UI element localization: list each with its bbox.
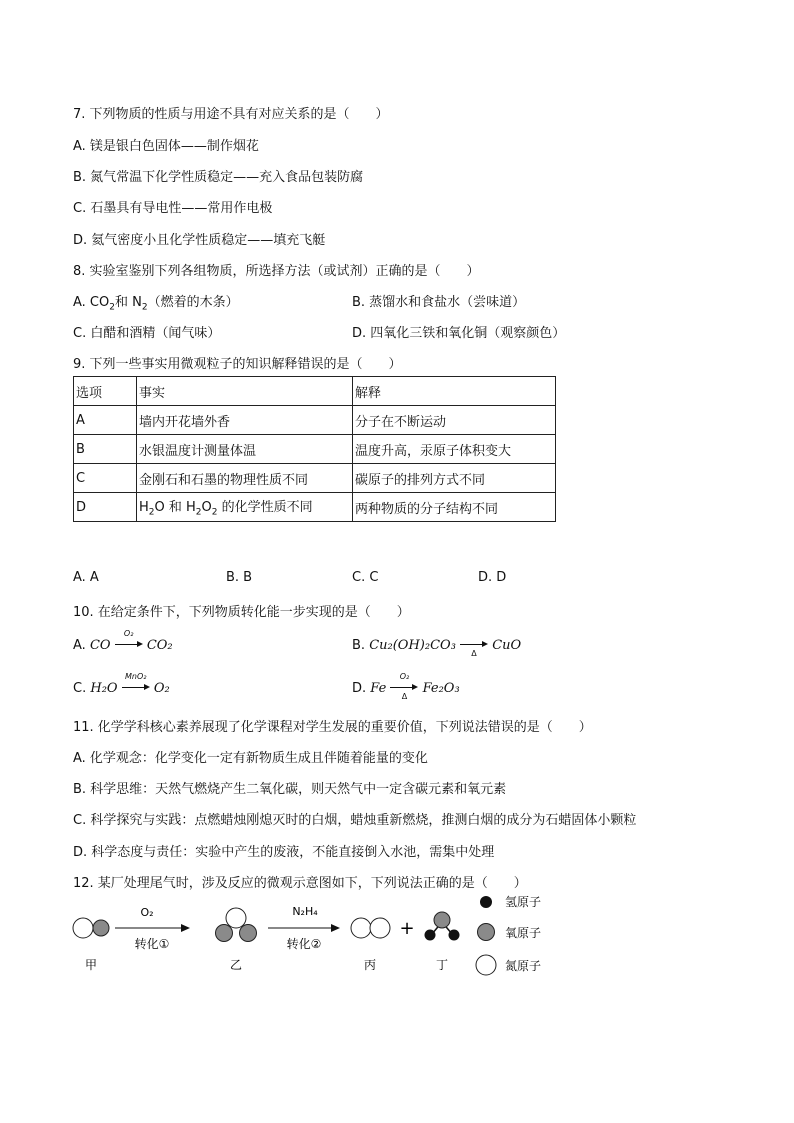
q10-option-a: A. CO O₂ CO₂ <box>73 629 173 653</box>
q7-stem: 7. 下列物质的性质与用途不具有对应关系的是（ ） <box>73 107 389 122</box>
molecular-diagram <box>0 888 794 988</box>
step-1-label: 转化① <box>134 937 170 951</box>
label-jia: 甲 <box>84 958 98 972</box>
oxygen-atom <box>93 920 109 936</box>
q9-stem: 9. 下列一些事实用微观粒子的知识解释错误的是（ ） <box>73 357 402 372</box>
legend-nitrogen-label: 氮原子 <box>505 959 542 973</box>
header-explanation: 解释 <box>353 377 556 406</box>
q8-option-c: C. 白醋和酒精（闻气味） <box>73 326 221 341</box>
q12-stem: 12. 某厂处理尾气时，涉及反应的微观示意图如下，下列说法正确的是（ ） <box>73 876 527 891</box>
cell-explanation: 温度升高，汞原子体积变大 <box>353 435 556 464</box>
q11-option-b: B. 科学思维：天然气燃烧产生二氧化碳，则天然气中一定含碳元素和氧元素 <box>73 782 507 797</box>
reagent-1: O₂ <box>140 906 154 919</box>
molecule-bing <box>351 918 390 938</box>
q10-option-b: B. Cu₂(OH)₂CO₃ Δ CuO <box>352 638 522 658</box>
nitrogen-atom <box>351 918 371 938</box>
q11-stem: 11. 化学学科核心素养展现了化学课程对学生发展的重要价值，下列说法错误的是（ ） <box>73 720 592 735</box>
q8-stem: 8. 实验室鉴别下列各组物质，所选择方法（或试剂）正确的是（ ） <box>73 264 480 279</box>
table-row <box>74 435 556 464</box>
cell-explanation: 两种物质的分子结构不同 <box>353 493 556 522</box>
q7-option-d: D. 氦气密度小且化学性质稳定——填充飞艇 <box>73 233 326 248</box>
q7-option-c: C. 石墨具有导电性——常用作电极 <box>73 201 273 216</box>
label-bing: 丙 <box>363 958 377 972</box>
oxygen-atom <box>240 925 257 942</box>
cell-option: C <box>74 464 137 493</box>
label-ding: 丁 <box>435 958 449 972</box>
hydrogen-atom <box>449 930 460 941</box>
molecule-yi <box>216 908 257 942</box>
plus-sign: + <box>399 918 415 939</box>
q8-option-b: B. 蒸馏水和食盐水（尝味道） <box>352 295 526 310</box>
q11-option-d: D. 科学态度与责任：实验中产生的废液，不能直接倒入水池，需集中处理 <box>73 845 495 860</box>
reaction-arrow: Δ <box>460 639 488 649</box>
cell-option: B <box>74 435 137 464</box>
reaction-arrow: O₂ <box>115 639 143 649</box>
q10-option-c: C. H₂O MnO₂ O₂ <box>73 672 170 696</box>
q9-choice-a: A. A <box>73 570 99 585</box>
nitrogen-atom <box>370 918 390 938</box>
q9-table <box>73 376 556 522</box>
legend-hydrogen-label: 氢原子 <box>505 895 542 909</box>
table-row <box>74 493 556 522</box>
legend-nitrogen-icon <box>476 955 496 975</box>
cell-fact: 水银温度计测量体温 <box>137 435 353 464</box>
cell-option: A <box>74 406 137 435</box>
cell-explanation: 分子在不断运动 <box>353 406 556 435</box>
table-row <box>74 464 556 493</box>
oxygen-atom <box>434 912 450 928</box>
arrow-2-head <box>331 924 340 932</box>
molecule-jia <box>73 918 109 938</box>
cell-fact: $H_2O$ 和 $H_2O_2$ 的化学性质不同 <box>137 493 353 522</box>
q8-option-d: D. 四氧化三铁和氧化铜（观察颜色） <box>352 326 566 341</box>
q11-option-c: C. 科学探究与实践：点燃蜡烛刚熄灭时的白烟，蜡烛重新燃烧，推测白烟的成分为石蜡固体小颗粒 <box>73 813 637 828</box>
legend-oxygen-label: 氧原子 <box>505 926 542 940</box>
q9-choice-b: B. B <box>226 570 253 585</box>
reaction-arrow: $\frac{\text{O₂}}{\Delta}$ <box>390 682 418 692</box>
q7-option-a: A. 镁是银白色固体——制作烟花 <box>73 139 259 154</box>
q7-option-b: B. 氮气常温下化学性质稳定——充入食品包装防腐 <box>73 170 364 185</box>
q8-option-a: A. $CO_2$和 $N_2$（燃着的木条） <box>73 295 239 313</box>
nitrogen-atom <box>73 918 93 938</box>
q9-choice-d: D. D <box>478 570 507 585</box>
cell-explanation: 碳原子的排列方式不同 <box>353 464 556 493</box>
q10-option-d: D. Fe $\frac{\text{O₂}}{\Delta}$ Fe₂O₃ <box>352 672 460 701</box>
molecule-ding <box>425 912 460 941</box>
arrow-1-head <box>181 924 190 932</box>
table-row <box>74 406 556 435</box>
header-fact: 事实 <box>137 377 353 406</box>
q11-option-a: A. 化学观念：化学变化一定有新物质生成且伴随着能量的变化 <box>73 751 428 766</box>
table-header-row <box>74 377 556 406</box>
cell-fact: 金刚石和石墨的物理性质不同 <box>137 464 353 493</box>
header-option: 选项 <box>74 377 137 406</box>
label-yi: 乙 <box>229 958 243 972</box>
reaction-arrow: MnO₂ <box>122 682 150 692</box>
reagent-2: N₂H₄ <box>292 905 318 918</box>
q9-choice-c: C. C <box>352 570 379 585</box>
legend-oxygen-icon <box>478 924 495 941</box>
oxygen-atom <box>216 925 233 942</box>
cell-fact: 墙内开花墙外香 <box>137 406 353 435</box>
q10-stem: 10. 在给定条件下，下列物质转化能一步实现的是（ ） <box>73 605 410 620</box>
legend-hydrogen-icon <box>480 896 492 908</box>
step-2-label: 转化② <box>286 937 322 951</box>
hydrogen-atom <box>425 930 436 941</box>
nitrogen-atom <box>226 908 246 928</box>
cell-option: D <box>74 493 137 522</box>
